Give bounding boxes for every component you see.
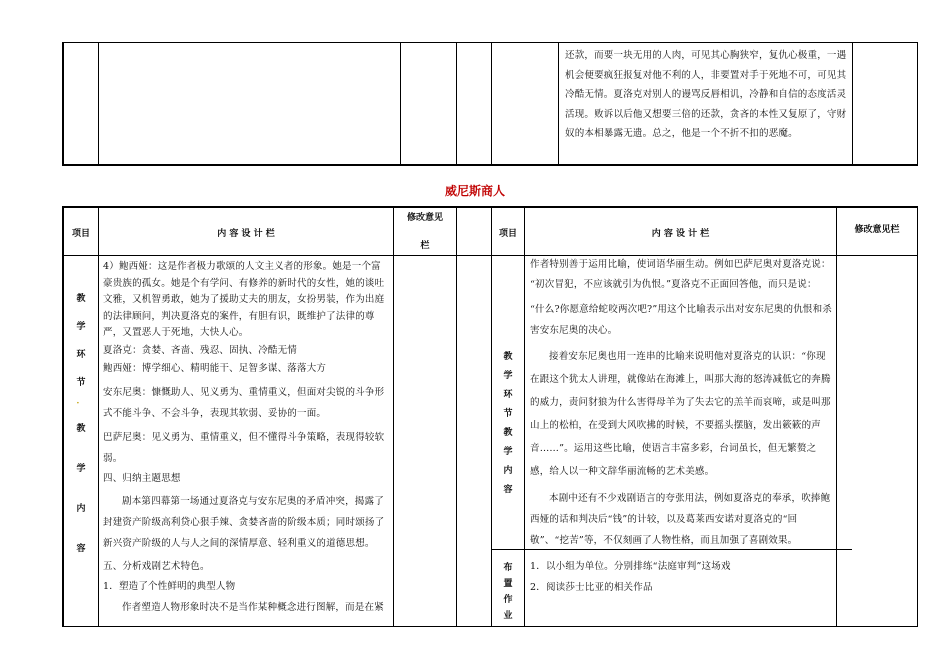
left-trait3: 安东尼奥：慷慨助人、见义勇为、重情重义，但面对尖锐的斗争形式不能斗争、不会斗争，表现其软弱、妥协的一面。 (103, 387, 385, 419)
header-content-right: 内 容 设 计 栏 (651, 229, 710, 239)
right-para2: 接着安东尼奥也用一连串的比喻来说明他对夏洛克的认识：“你现在跟这个犹太人讲理，就像站在海滩上，叫那大海的怒涛减低它的奔腾的威力，责问豺狼为什么害得母羊为了失去它的羔羊而哀啼，或是叫那山上的松柏，在受到大风吹拂的时候，不要摇头摆脑，发出簌簌的声音……”。运用这些比喻，使语言丰富多彩，台词虽长，但无繁赘之感，给人以一种文辞华丽流畅的艺术美感。 (530, 351, 831, 477)
left-theme: 剧本第四幕第一场通过夏洛克与安东尼奥的矛盾冲突，揭露了封建资产阶级高利贷心狠手辣、贪婪吝啬的阶级本质；同时颂扬了新兴资产阶级的人与人之间的深情厚意、轻利重义的道德思想。 (103, 496, 385, 549)
left-sec4: 四、归纳主题思想 (103, 473, 181, 484)
right-quote2: “什么?你愿意给蛇咬两次吧?”用这个比喻表示出对安东尼奥的仇恨和杀害安东尼奥的决心。 (530, 304, 833, 336)
right-quote1: “初次冒犯，不应该就引为仇恨。”夏洛克不正面回答他，而只是说： (530, 279, 817, 290)
right-para3: 本剧中还有不少戏剧语言的夸张用法，例如夏洛克的奉承，吹捧鲍西娅的话和判决后“钱”的计较，以及葛莱西安诺对夏洛克的“回敬”、“挖苦”等，不仅刻画了人物性格，而且加强了喜剧效果。 (530, 493, 831, 546)
page-title: 威尼斯商人 (444, 184, 505, 198)
left-trait1: 夏洛克：贪婪、吝啬、残忍、固执、冷酷无情 (103, 345, 298, 356)
homework-item-1: 1．以小组为单位。分别排练“法庭审判”这场戏 (530, 561, 731, 572)
right-para1: 作者特别善于运用比喻，使词语华丽生动。例如巴萨尼奥对夏洛克说： (530, 259, 831, 270)
left-sub1: 1．塑造了个性鲜明的典型人物 (103, 581, 236, 592)
header-item-right: 项目 (498, 229, 517, 239)
left-trait4: 巴萨尼奥：见义勇为、重情重义，但不懂得斗争策略，表现得较软弱。 (103, 432, 385, 464)
top-continuation-text: 还款，而要一块无用的人肉，可见其心胸狭窄，复仇心极重，一遇机会便要疯狂报复对他不利的人，非要置对手于死地不可，可见其冷酷无情。夏洛克对别人的谩骂反唇相讥，冷静和自信的态度活灵活现。败诉以后他又想要三倍的还款，贪吝的本性又复原了，守财奴的本相暴露无遗。总之，他是一个不折不扣的恶魔。 (565, 50, 847, 139)
left-para1: 4）鲍西娅：这是作者极力歌颂的人文主义者的形象。她是一个富豪贵族的孤女。她是个有学问、有修养的新时代的女性，她的谈吐文雅，又机智勇敢，她为了援助丈夫的朋友，女扮男装，作为出庭的法律顾问，判决夏洛克的案件，有胆有识，既维护了法律的尊严，又置恶人于死地，大快人心。 (103, 261, 385, 338)
left-sec5: 五、分析戏剧艺术特色。 (103, 561, 210, 572)
header-revise-line2: 栏 (420, 241, 430, 251)
left-trait2: 鲍西娅：博学细心、精明能干、足智多谋、落落大方 (103, 363, 327, 374)
left-sub1-text: 作者塑造人物形象时决不是当作某种概念进行图解，而是在紧 (122, 602, 384, 613)
header-revise-line1: 修改意见 (406, 213, 443, 223)
header-content: 内 容 设 计 栏 (217, 229, 275, 239)
homework-item-2: 2．阅读莎士比亚的相关作品 (530, 582, 653, 593)
header-item: 项目 (71, 229, 90, 239)
header-revise-right: 修改意见栏 (854, 225, 900, 235)
